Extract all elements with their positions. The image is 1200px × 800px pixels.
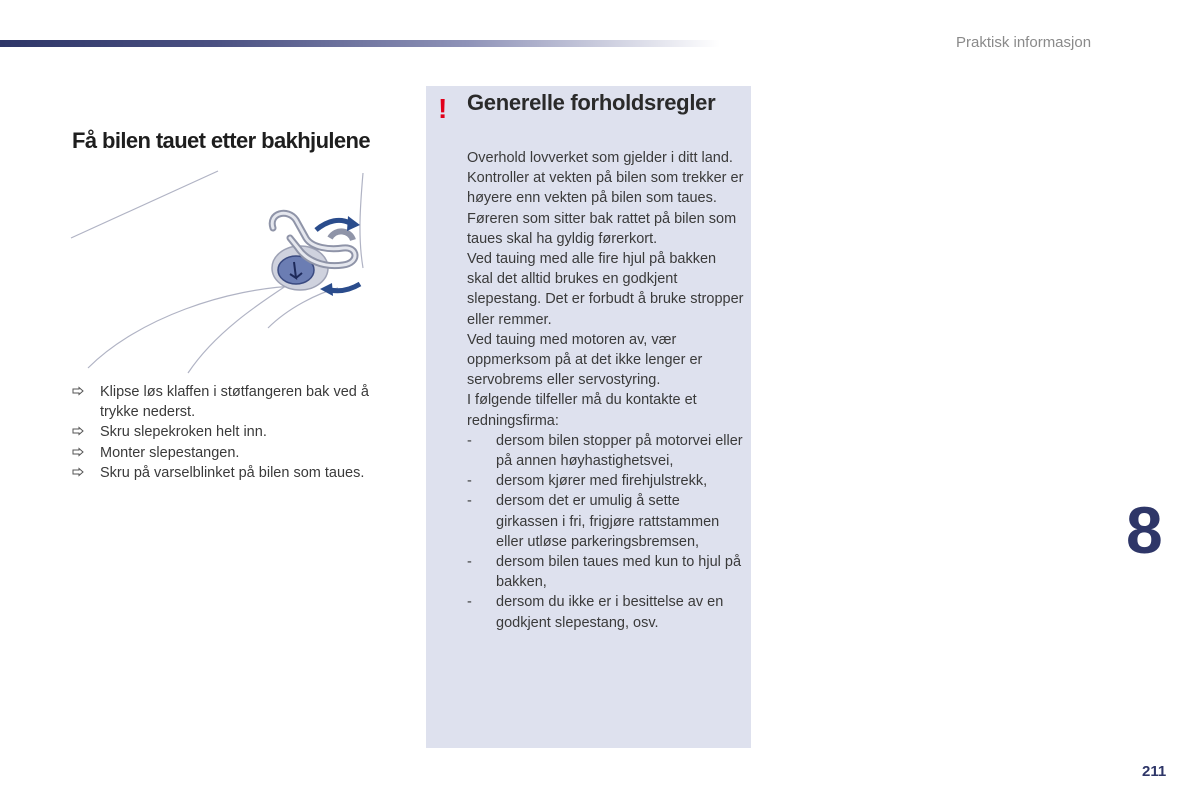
case-text: dersom bilen stopper på motorvei eller på annen høyhastighetsvei, bbox=[496, 432, 743, 470]
list-item bbox=[72, 422, 402, 442]
list-item bbox=[72, 382, 402, 422]
warning-paragraph: Føreren som sitter bak rattet på bilen som taues skal ha gyldig førerkort. bbox=[467, 210, 737, 247]
list-item bbox=[467, 592, 745, 632]
steps-list bbox=[72, 382, 402, 483]
pointing-hand-icon bbox=[72, 425, 84, 437]
page-number: 211 bbox=[1142, 763, 1167, 780]
warning-paragraph: Kontroller at vekten på bilen som trekker er høyere enn vekten på bilen som taues. bbox=[467, 170, 744, 207]
dash-marker: - bbox=[467, 594, 472, 611]
section-title: Praktisk informasjon bbox=[956, 34, 1092, 51]
case-text: dersom kjører med firehjulstrekk, bbox=[496, 473, 708, 490]
warning-paragraph: I følgende tilfeller må du kontakte et redningsfirma: bbox=[467, 392, 697, 429]
cases-list bbox=[467, 431, 745, 633]
warning-paragraph: Ved tauing med motoren av, vær oppmerksom på at det ikke lenger er servobrems eller servostyring. bbox=[467, 331, 703, 389]
step-text: Monter slepestangen. bbox=[100, 444, 240, 461]
case-text: dersom bilen taues med kun to hjul på bakken, bbox=[496, 554, 742, 591]
step-text: Klipse løs klaffen i støtfangeren bak ved å trykke nederst. bbox=[100, 384, 369, 421]
list-item bbox=[467, 552, 745, 592]
warning-body bbox=[467, 148, 745, 633]
dash-marker: - bbox=[467, 493, 472, 510]
list-item bbox=[467, 491, 745, 552]
header-gradient-bar bbox=[0, 40, 720, 47]
dash-marker: - bbox=[467, 554, 472, 571]
case-text: dersom det er umulig å sette girkassen i fri, frigjøre rattstammen eller utløse parkeringsbremsen, bbox=[496, 493, 720, 550]
pointing-hand-icon bbox=[72, 385, 84, 397]
chapter-number: 8 bbox=[1126, 493, 1163, 567]
warning-paragraph: Overhold lovverket som gjelder i ditt land. bbox=[467, 150, 733, 166]
step-text: Skru slepekroken helt inn. bbox=[100, 424, 267, 441]
tow-hook-illustration bbox=[68, 168, 378, 378]
dash-marker: - bbox=[467, 432, 472, 449]
list-item bbox=[72, 443, 402, 463]
exclamation-icon: ! bbox=[438, 93, 448, 124]
warning-paragraph: Ved tauing med alle fire hjul på bakken skal det alltid brukes en godkjent slepestang. Det er forbudt å bruke stropper eller remmer. bbox=[467, 251, 744, 328]
list-item bbox=[467, 431, 745, 471]
page-heading: Få bilen tauet etter bakhjulene bbox=[72, 128, 371, 153]
pointing-hand-icon bbox=[72, 466, 84, 478]
list-item bbox=[72, 463, 402, 483]
case-text: dersom du ikke er i besittelse av en godkjent slepestang, osv. bbox=[496, 594, 724, 631]
dash-marker: - bbox=[467, 473, 472, 490]
list-item bbox=[467, 471, 745, 491]
pointing-hand-icon bbox=[72, 446, 84, 458]
step-text: Skru på varselblinket på bilen som taues. bbox=[100, 464, 365, 481]
warning-title: Generelle forholdsregler bbox=[467, 90, 716, 115]
